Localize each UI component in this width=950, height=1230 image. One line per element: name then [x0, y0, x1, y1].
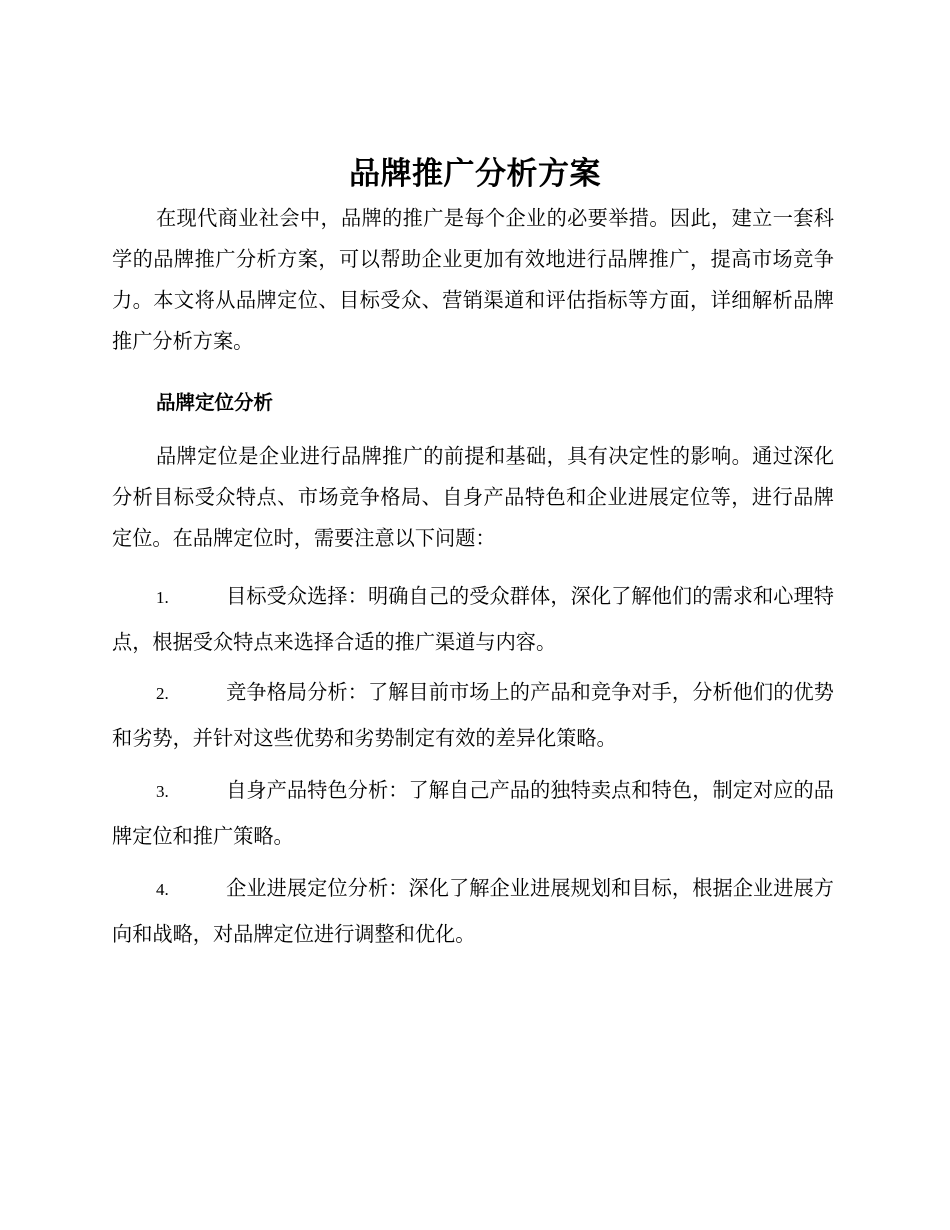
list-item-number: 4. [156, 880, 169, 899]
list-item [112, 670, 834, 760]
list-item-number: 2. [156, 684, 169, 703]
list-item [112, 768, 834, 858]
list-item-text: 企业进展定位分析：深化了解企业进展规划和目标，根据企业进展方向和战略，对品牌定位进行调整和优化。 [112, 876, 834, 946]
list-item-number: 1. [156, 588, 169, 607]
document-title: 品牌推广分析方案 [349, 156, 601, 192]
list-item [112, 866, 834, 956]
list-item-text: 自身产品特色分析：了解自己产品的独特卖点和特色，制定对应的品牌定位和推广策略。 [112, 778, 834, 848]
list-item [112, 574, 834, 664]
list-item-text: 竞争格局分析：了解目前市场上的产品和竞争对手，分析他们的优势和劣势，并针对这些优势和劣势制定有效的差异化策略。 [112, 680, 834, 750]
section-heading: 品牌定位分析 [156, 391, 274, 414]
section-paragraph: 品牌定位是企业进行品牌推广的前提和基础，具有决定性的影响。通过深化分析目标受众特点、市场竞争格局、自身产品特色和企业进展定位等，进行品牌定位。在品牌定位时，需要注意以下问题： [112, 444, 834, 550]
intro-paragraph: 在现代商业社会中，品牌的推广是每个企业的必要举措。因此，建立一套科学的品牌推广分析方案，可以帮助企业更加有效地进行品牌推广，提高市场竞争力。本文将从品牌定位、目标受众、营销渠道和评估指标等方面，详细解析品牌推广分析方案。 [112, 206, 834, 353]
list-item-text: 目标受众选择：明确自己的受众群体，深化了解他们的需求和心理特点，根据受众特点来选择合适的推广渠道与内容。 [112, 584, 834, 654]
list-item-number: 3. [156, 782, 169, 801]
